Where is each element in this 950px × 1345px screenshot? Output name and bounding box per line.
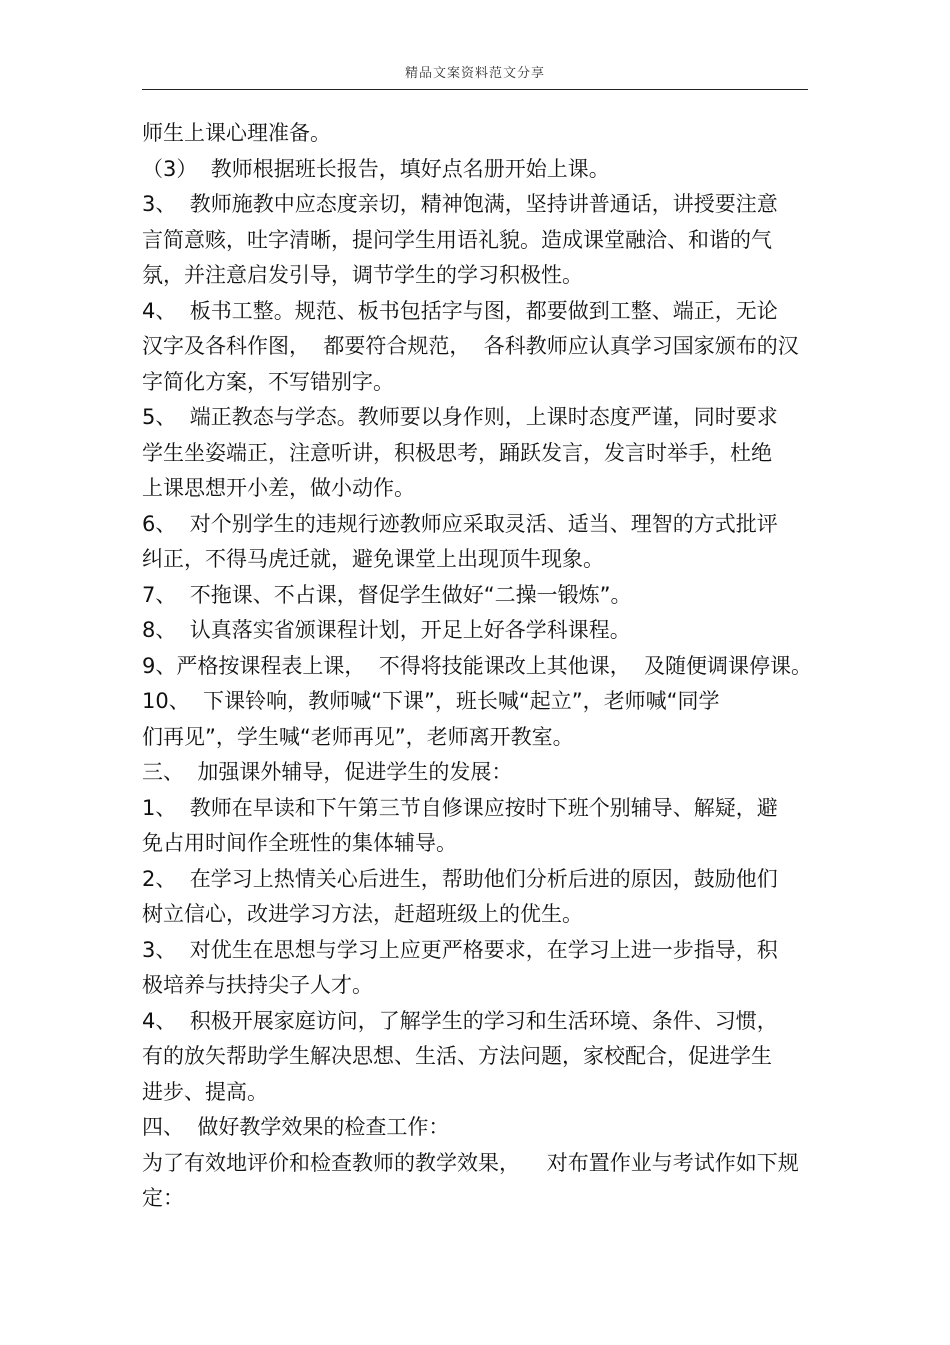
section-heading: 三、 加强课外辅导，促进学生的发展：: [142, 760, 513, 784]
text-line: 8、 认真落实省颁课程计划，开足上好各学科课程。: [142, 618, 631, 642]
text-line: 汉字及各科作图， 都要符合规范， 各科教师应认真学习国家颁布的汉: [142, 334, 799, 358]
document-body: [142, 116, 813, 1217]
section-heading: 四、 做好教学效果的检查工作：: [142, 1115, 450, 1139]
text-line: 树立信心，改进学习方法，赶超班级上的优生。: [142, 902, 583, 926]
text-line: 10、 下课铃响，教师喊“下课”，班长喊“起立”，老师喊“同学: [142, 689, 720, 713]
text-line: 定：: [142, 1186, 184, 1210]
text-line: 学生坐姿端正，注意听讲，积极思考，踊跃发言，发言时举手，杜绝: [142, 440, 772, 465]
text-line: 纠正，不得马虎迁就，避免课堂上出现顶牛现象。: [142, 547, 604, 571]
text-line: 有的放矢帮助学生解决思想、生活、方法问题，家校配合，促进学生: [142, 1044, 772, 1068]
text-line: 上课思想开小差，做小动作。: [142, 476, 415, 500]
text-line: 言简意赅，吐字清晰，提问学生用语礼貌。造成课堂融洽、和谐的气: [142, 227, 772, 252]
text-line: （3） 教师根据班长报告，填好点名册开始上课。: [142, 156, 610, 181]
text-line: 2、 在学习上热情关心后进生，帮助他们分析后进的原因，鼓励他们: [142, 866, 778, 891]
text-line: 们再见”，学生喊“老师再见”，老师离开教室。: [142, 724, 574, 749]
text-line: 进步、提高。: [142, 1079, 268, 1104]
text-line: 9、严格按课程表上课， 不得将技能课改上其他课， 及随便调课停课。: [142, 653, 813, 678]
text-line: 氛，并注意启发引导，调节学生的学习积极性。: [142, 263, 583, 287]
text-line: 6、 对个别学生的违规行迹教师应采取灵活、适当、理智的方式批评: [142, 511, 778, 536]
text-line: 3、 教师施教中应态度亲切，精神饱满，坚持讲普通话，讲授要注意: [142, 192, 778, 216]
text-line: 7、 不拖课、不占课，督促学生做好“二操一锻炼”。: [142, 582, 632, 607]
text-line: 5、 端正教态与学态。教师要以身作则，上课时态度严谨，同时要求: [142, 405, 778, 429]
text-line: 4、 板书工整。规范、板书包括字与图，都要做到工整、端正，无论: [142, 298, 778, 323]
text-line: 极培养与扶持尖子人才。: [142, 973, 373, 997]
text-line: 师生上课心理准备。: [142, 121, 331, 145]
text-line: 为了有效地评价和检查教师的教学效果， 对布置作业与考试作如下规: [142, 1150, 799, 1175]
text-line: 1、 教师在早读和下午第三节自修课应按时下班个别辅导、解疑，避: [142, 795, 778, 820]
page-header-title: 精品文案资料范文分享: [404, 66, 545, 81]
header-divider: [142, 89, 808, 90]
text-line: 免占用时间作全班性的集体辅导。: [142, 831, 457, 855]
text-line: 3、 对优生在思想与学习上应更严格要求，在学习上进一步指导，积: [142, 937, 778, 962]
text-line: 4、 积极开展家庭访问，了解学生的学习和生活环境、条件、习惯，: [142, 1008, 778, 1033]
text-line: 字简化方案，不写错别字。: [142, 369, 394, 394]
